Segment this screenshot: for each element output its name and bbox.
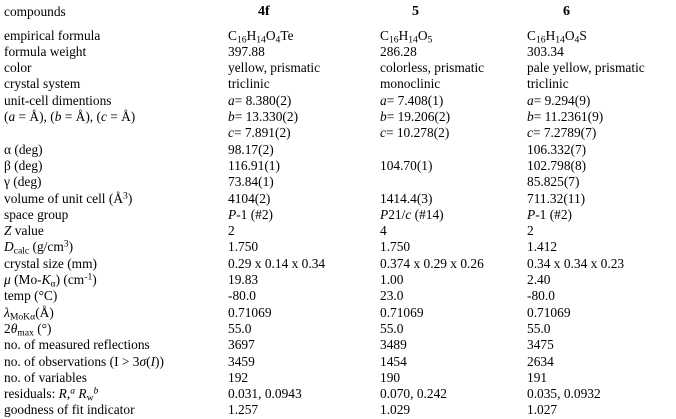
cell-value-5: a= 7.408(1) <box>380 92 444 108</box>
cell-value-4f: c= 7.891(2) <box>228 125 291 141</box>
cell-value-5: c= 10.278(2) <box>380 125 450 141</box>
table-row <box>0 76 676 92</box>
cell-value-6: 191 <box>527 369 548 385</box>
cell-value-4f: 55.0 <box>228 320 252 336</box>
table-row <box>0 386 676 402</box>
cell-label: no. of measured reflections <box>4 337 150 353</box>
table-row <box>0 28 676 44</box>
cell-value-5: 104.70(1) <box>380 157 433 173</box>
cell-value-6: 106.332(7) <box>527 141 587 157</box>
header-compound-6: 6 <box>563 4 570 19</box>
cell-value-4f: 0.29 x 0.14 x 0.34 <box>228 255 326 271</box>
cell-value-6: 1.027 <box>527 402 558 418</box>
cell-value-4f: 3697 <box>228 337 255 353</box>
cell-value-5: 190 <box>380 369 401 385</box>
table-row <box>0 354 676 370</box>
header-compounds: compounds <box>4 4 66 19</box>
cell-value-4f: triclinic <box>228 76 270 92</box>
cell-value-6: 0.71069 <box>527 304 571 320</box>
cell-value-5: 1454 <box>380 353 407 369</box>
cell-value-4f: 1.750 <box>228 239 259 255</box>
cell-value-6: 303.34 <box>527 43 564 59</box>
table-row <box>0 305 676 321</box>
cell-value-5: b= 19.206(2) <box>380 109 451 124</box>
cell-value-4f: P-1 (#2) <box>228 206 273 222</box>
table-row <box>0 239 676 255</box>
cell-value-5: 0.71069 <box>380 304 424 320</box>
table-row <box>0 142 676 158</box>
cell-label: $\lambda_{MoK\alpha}(Å)$ <box>4 304 54 322</box>
cell-value-5: 4 <box>380 223 387 239</box>
cell-value-6: a= 9.294(9) <box>527 92 591 108</box>
cell-label: (a = Å), (b = Å), (c = Å) <box>4 109 136 124</box>
table-row <box>0 158 676 174</box>
cell-label: no. of variables <box>4 369 87 385</box>
table-row <box>0 60 676 76</box>
cell-value-4f: 1.257 <box>228 402 259 418</box>
table-row <box>0 109 676 125</box>
cell-value-4f: 4104(2) <box>228 190 271 206</box>
cell-value-4f: $C_{16}H_{14}O_4Te$ <box>228 27 294 45</box>
cell-label: formula weight <box>4 43 87 59</box>
cell-value-6: 0.34 x 0.34 x 0.23 <box>527 255 625 271</box>
cell-label: unit-cell dimentions <box>4 92 112 108</box>
cell-label: space group <box>4 206 69 222</box>
table-row <box>0 272 676 288</box>
cell-label: $2\theta_{max}$ (°) <box>4 320 52 339</box>
cell-value-4f: 192 <box>228 369 249 385</box>
cell-value-4f: a= 8.380(2) <box>228 92 292 108</box>
cell-value-5: 3489 <box>380 337 407 353</box>
cell-value-5: 1.029 <box>380 402 411 418</box>
cell-label: empirical formula <box>4 27 101 43</box>
cell-value-5: P21/c (#14) <box>380 206 444 222</box>
cell-value-6: 55.0 <box>527 320 551 336</box>
cell-label: color <box>4 60 32 76</box>
cell-value-6: P-1 (#2) <box>527 206 572 222</box>
cell-value-6: -80.0 <box>527 288 555 304</box>
cell-value-6: $C_{16}H_{14}O_4S$ <box>527 27 587 45</box>
cell-value-4f: 3459 <box>228 353 255 369</box>
cell-value-5: 286.28 <box>380 43 417 59</box>
cell-value-4f: -80.0 <box>228 288 256 304</box>
cell-value-6: 2.40 <box>527 272 551 287</box>
cell-label: γ (deg) <box>4 174 42 190</box>
cell-label: volume of unit cell $(Å^3)$ <box>4 190 133 206</box>
cell-value-5: 0.070, 0.242 <box>380 386 447 402</box>
cell-value-6: pale yellow, prismatic <box>527 60 645 76</box>
cell-value-4f: 98.17(2) <box>228 141 274 157</box>
cell-label: β (deg) <box>4 157 43 173</box>
cell-label: residuals: R,$^a$ $R_w^b$ <box>4 385 99 404</box>
table-row <box>0 256 676 272</box>
table-row <box>0 207 676 223</box>
cell-label: crystal system <box>4 76 81 92</box>
cell-label: temp (°C) <box>4 288 58 304</box>
table-row <box>0 337 676 353</box>
cell-value-5: $C_{16}H_{14}O_5$ <box>380 27 433 45</box>
cell-value-4f: b= 13.330(2) <box>228 109 299 124</box>
table-row <box>0 191 676 207</box>
table-row <box>0 288 676 304</box>
header-row <box>0 4 676 20</box>
table-row <box>0 125 676 141</box>
table-row <box>0 44 676 60</box>
cell-value-6: 1.412 <box>527 239 558 255</box>
table-row <box>0 93 676 109</box>
cell-value-6: 102.798(8) <box>527 157 587 173</box>
cell-value-6: c= 7.2789(7) <box>527 125 597 141</box>
cell-value-6: 2634 <box>527 353 554 369</box>
table-row <box>0 223 676 239</box>
cell-value-5: 55.0 <box>380 320 404 336</box>
header-compound-4f: 4f <box>258 4 270 19</box>
cell-value-5: 1.00 <box>380 272 404 287</box>
cell-value-5: 0.374 x 0.29 x 0.26 <box>380 255 484 271</box>
cell-value-5: colorless, prismatic <box>380 60 485 76</box>
cell-value-6: 85.825(7) <box>527 174 580 190</box>
table-row <box>0 402 676 418</box>
cell-value-4f: 19.83 <box>228 272 259 287</box>
cell-value-5: 1414.4(3) <box>380 190 433 206</box>
cell-label: μ $(Mo-K_\alpha)$ $(cm^{-1})$ <box>4 271 97 290</box>
cell-label: goodness of fit indicator <box>4 402 135 418</box>
cell-value-6: 2 <box>527 223 534 239</box>
cell-value-6: b= 11.2361(9) <box>527 109 604 124</box>
cell-value-4f: 73.84(1) <box>228 174 274 190</box>
cell-value-6: 711.32(11) <box>527 190 586 206</box>
cell-label: no. of observations (I > 3σ(I)) <box>4 353 164 369</box>
cell-value-6: triclinic <box>527 76 569 92</box>
cell-label: Z value <box>4 223 44 239</box>
cell-value-4f: 0.031, 0.0943 <box>228 386 302 402</box>
cell-value-6: 0.035, 0.0932 <box>527 386 601 402</box>
cell-label: crystal size (mm) <box>4 255 97 271</box>
cell-value-6: 3475 <box>527 337 554 353</box>
table-row <box>0 370 676 386</box>
cell-value-4f: 0.71069 <box>228 304 272 320</box>
cell-value-5: 1.750 <box>380 239 411 255</box>
cell-value-5: monoclinic <box>380 76 441 92</box>
cell-label: α (deg) <box>4 141 43 157</box>
cell-value-5: 23.0 <box>380 288 404 304</box>
header-compound-5: 5 <box>412 4 419 19</box>
cell-label: $D_{calc}$ $(g/cm^3)$ <box>4 239 74 257</box>
cell-value-4f: yellow, prismatic <box>228 60 321 76</box>
cell-value-4f: 2 <box>228 223 235 239</box>
cell-value-4f: 116.91(1) <box>228 157 280 173</box>
cell-value-4f: 397.88 <box>228 43 265 59</box>
table-row <box>0 174 676 190</box>
table-row <box>0 321 676 337</box>
